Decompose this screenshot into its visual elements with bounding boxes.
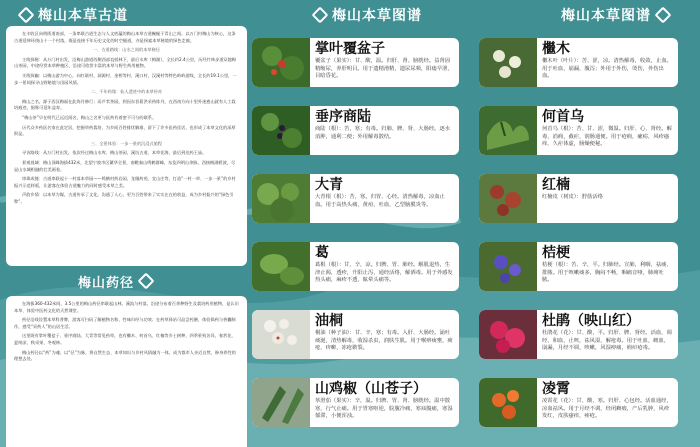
plant-card[interactable]	[252, 242, 459, 291]
paragraph: 寻访路线：从万门村出发，依次经过梅山水库、梅山茶园、溪坑古道、本草花海，最后到达药王庙。	[22, 150, 207, 156]
plant-desc: 杜鹃花（花）：甘、酸，平。归肝、脾、肾经。活血，调经，和血，止咳，祛风湿，解疮毒。用于吐血，衄血，崩漏，月经不调，咳嗽，风湿痹痛，痈疖疮毒。	[542, 330, 672, 352]
plant-photo	[479, 174, 537, 223]
plant-photo	[479, 378, 537, 427]
plant-name: 檵木	[542, 41, 570, 57]
plant-photo	[479, 242, 537, 291]
plant-card[interactable]	[479, 106, 678, 155]
plant-photo	[252, 174, 310, 223]
paragraph: 梅山之名，源于西汉梅福在此炼丹修行；而芦苇茶园，则因东晋葛洪采药炼丹，在西南方向十里外迷惑山就有人工栽培痕迹，据称可延年益寿。	[14, 98, 236, 111]
plant-desc: 凌霄花（花）：甘、酸，寒。归肝、心包经。活血通经，凉血祛风。用于月经不调，经闭癥瘕，产后乳肿，风疹发红，皮肤瘙痒，痤疮。	[542, 398, 672, 420]
left-title	[6, 4, 247, 26]
plant-desc: 桐油（种子油）：甘、辛，寒；有毒。入肝、大肠经。涌吐痰涎，清热解毒，收湿杀虫，润肤生肌。用于喉痹痰壅，痈疮，疥癣，冻疮皲裂。	[315, 330, 453, 352]
left-title-2	[6, 270, 247, 292]
plant-card[interactable]	[252, 378, 459, 427]
plant-name: 大青	[315, 177, 343, 193]
plant-desc: 红楠皮（树皮）：舒筋活络	[542, 194, 603, 200]
plant-desc: 葛根（根）：甘、辛，凉。归脾、胃、肺经。解肌退热，生津止渴，透疹，升阳止泻，通经活络，解酒毒。用于外感发热头痛，麻疹不透，眩晕头痛等。	[315, 262, 453, 284]
plant-photo	[252, 242, 310, 291]
trail-text	[6, 296, 247, 447]
plant-photo	[479, 38, 537, 87]
plant-desc: 大青根（根）：苦，寒。归胃、心经。清热解毒，凉血止血。用于高热头痛，黄疸，吐血，乙型脑膜炎等。	[315, 194, 445, 208]
intro-text	[6, 26, 247, 266]
plant-card[interactable]	[252, 174, 459, 223]
plant-name: 红楠	[542, 177, 570, 193]
plant-desc: 覆盆子（果实）：甘、酸，温。归肝、肾、膀胱经。益肾固精缩尿，养肝明目。用于遗精滑精，遗尿尿频，阳痿早泄，目暗昏花。	[315, 58, 453, 80]
plant-photo	[252, 38, 310, 87]
diamond-icon	[655, 7, 672, 24]
plant-desc: 商陆（根）：苦，寒；有毒。归肺、脾、肾、大肠经。逐水消肿，通利二便；外用解毒散结。	[315, 126, 451, 140]
plant-desc: 檵木叶（叶片）：苦、涩，凉。清热解毒，收敛，止血。用于吐血，崩漏，腹泻；外用于外伤，烫伤，外伤出血。	[542, 58, 672, 80]
diamond-icon	[18, 7, 35, 24]
plant-name: 山鸡椒（山苍子）	[315, 381, 427, 397]
plant-card[interactable]	[479, 310, 678, 359]
paragraph: 历代众多药医名家在此定居，挖掘草药栽培，为乡间百姓排忧解难，留下了许多医药佳话，也形成了本草文化的深厚积淀。	[14, 124, 236, 137]
plant-card[interactable]	[479, 242, 678, 291]
left-title-text: 梅山本草古道	[38, 8, 128, 24]
plant-card[interactable]	[479, 174, 678, 223]
plant-name: 垂序商陆	[315, 109, 371, 125]
plant-desc: 荜澄茄（果实）：辛，温。归脾、胃、肾、膀胱经。温中散寒，行气止痛。用于胃寒呕逆，脘腹冷痛，寒疝腹痛，寒湿郁滞，小便浑浊。	[315, 398, 453, 420]
plant-card[interactable]	[479, 38, 678, 87]
plant-name: 凌霄	[542, 381, 570, 397]
paragraph: 景观视域：梅山顶峰海拔432米，北望宁波市区繁华全景，南眺秦山鸣鹤群峰，东览四明山余脉，西接梅湖碧波，尽显山水城相融的壮美画卷。	[14, 159, 236, 172]
paragraph: 这里既有掌叶覆盆子、垂序商陆、大青等常见药草，也有檵木、何首乌、红楠等乡土树种，四季景致各异，春赏花、夏纳凉、秋采果、冬观林。	[14, 333, 236, 345]
paragraph: “梅山茶”早在明代已远近闻名，梅山之名更与医药有着密不可分的联系。	[22, 114, 157, 120]
plant-photo	[252, 106, 310, 155]
plant-name: 葛	[315, 245, 329, 261]
paragraph: 药径沿线设置本草科普牌，游客可扫码了解植物名称、性味归经与功效；在药草驿站可品尝药膳、体验捣药与香囊制作，感受“采药人”的山居生活。	[14, 317, 236, 329]
plant-photo	[252, 310, 310, 359]
plant-name: 油桐	[315, 313, 343, 329]
plant-name: 何首乌	[542, 109, 584, 125]
left-title-2-text: 梅山药径	[78, 275, 135, 291]
plant-card[interactable]	[252, 38, 459, 87]
right-header	[561, 4, 669, 26]
middle-header-text: 梅山本草图谱	[332, 8, 422, 24]
paragraph: 支线探幽：以梅山游为中心，向红联村、洞源村、金桥等村、溪口村，汉溪村等特色岭岭游线，全长约19.1公里，一步一景间探寻山野秘境与田园风情。	[14, 72, 237, 85]
subheading: 一、古道路线：山水之间的本草秘径	[92, 47, 160, 53]
plant-photo	[479, 310, 537, 359]
diamond-icon	[138, 273, 155, 290]
right-header-text: 梅山本草图谱	[561, 8, 651, 24]
plant-card[interactable]	[252, 106, 459, 155]
plant-name: 杜鹃（映山红）	[542, 313, 640, 329]
diamond-icon	[312, 7, 329, 24]
middle-header	[314, 4, 422, 26]
paragraph: 串珠成链：古道串联起十一村落本草园——鸣鹤村药岩园、龙眼药苑、宜山庄等，打造“一村一草、一步一景”的乡村振兴示范样板，让游客在体验古道魅力的同时感受本草之美。	[14, 176, 236, 188]
plant-photo	[479, 106, 537, 155]
plant-card[interactable]	[252, 310, 459, 359]
subheading: 二、千年药缘：仙人遗迹中的本草传奇	[90, 89, 163, 95]
plant-card[interactable]	[479, 378, 678, 427]
plant-name: 桔梗	[542, 245, 570, 261]
plant-name: 掌叶覆盆子	[315, 41, 385, 57]
plant-photo	[252, 378, 310, 427]
subheading: 三、全景体验：一步一景的沉浸式旅程	[90, 140, 163, 146]
paragraph: 主线探秘：从万门村出发，沿梅山游道西侧西部直抵林下，最后水库（梅湖），全长约2.4公里，历经竹林步道穿越梅山茶园，中途经赏本草种植区，沿途可欣赏丰富的本草与野生药用植物。	[14, 56, 236, 69]
plant-desc: 桔梗（根）：苦、辛，平。归肺经。宣肺，利咽，祛痰，排脓。用于咳嗽痰多，胸闷不畅，咽痛音哑，肺痈吐脓。	[542, 262, 672, 284]
paragraph: 声韵乡情：以本草为媒，古道传承了文化，沟通了人心，更为百姓带来了实实在在的收益，成为乡村振兴的“绿色引擎”。	[14, 192, 234, 204]
paragraph: 在海拔360-432米间，3.5公里的梅山药径串联起山林、溪流与村落，沿途分布着百余种野生及栽培药用植物，是认识本草、体验中医药文化的天然课堂。	[14, 301, 239, 313]
left-panel	[6, 4, 247, 444]
plant-desc: 何首乌（根）：苦、甘、涩，微温。归肝、心、肾经。解毒，消痈，截疟，润肠通便。用于疮痈，瘰疬，风疹瘙痒，久疟体虚，肠燥便秘。	[542, 126, 672, 148]
paragraph: 梅山药径以“药”为魂、以“径”为脉，将自然生态、本草知识与乡村风情融为一体，成为都市人亲近自然、修身养性的理想去处。	[14, 349, 236, 362]
paragraph: 在丰收区向明街道南部，一条串联古道生态与人文底蕴的梅山本草古道蜿蜒于青山之间。以万门村梅山为核心，这条古道延伸环绕山十一个村落，既是连接千年历史文化的时空隧道，亦是探索本草秘境的绿色走廊。	[14, 31, 236, 43]
